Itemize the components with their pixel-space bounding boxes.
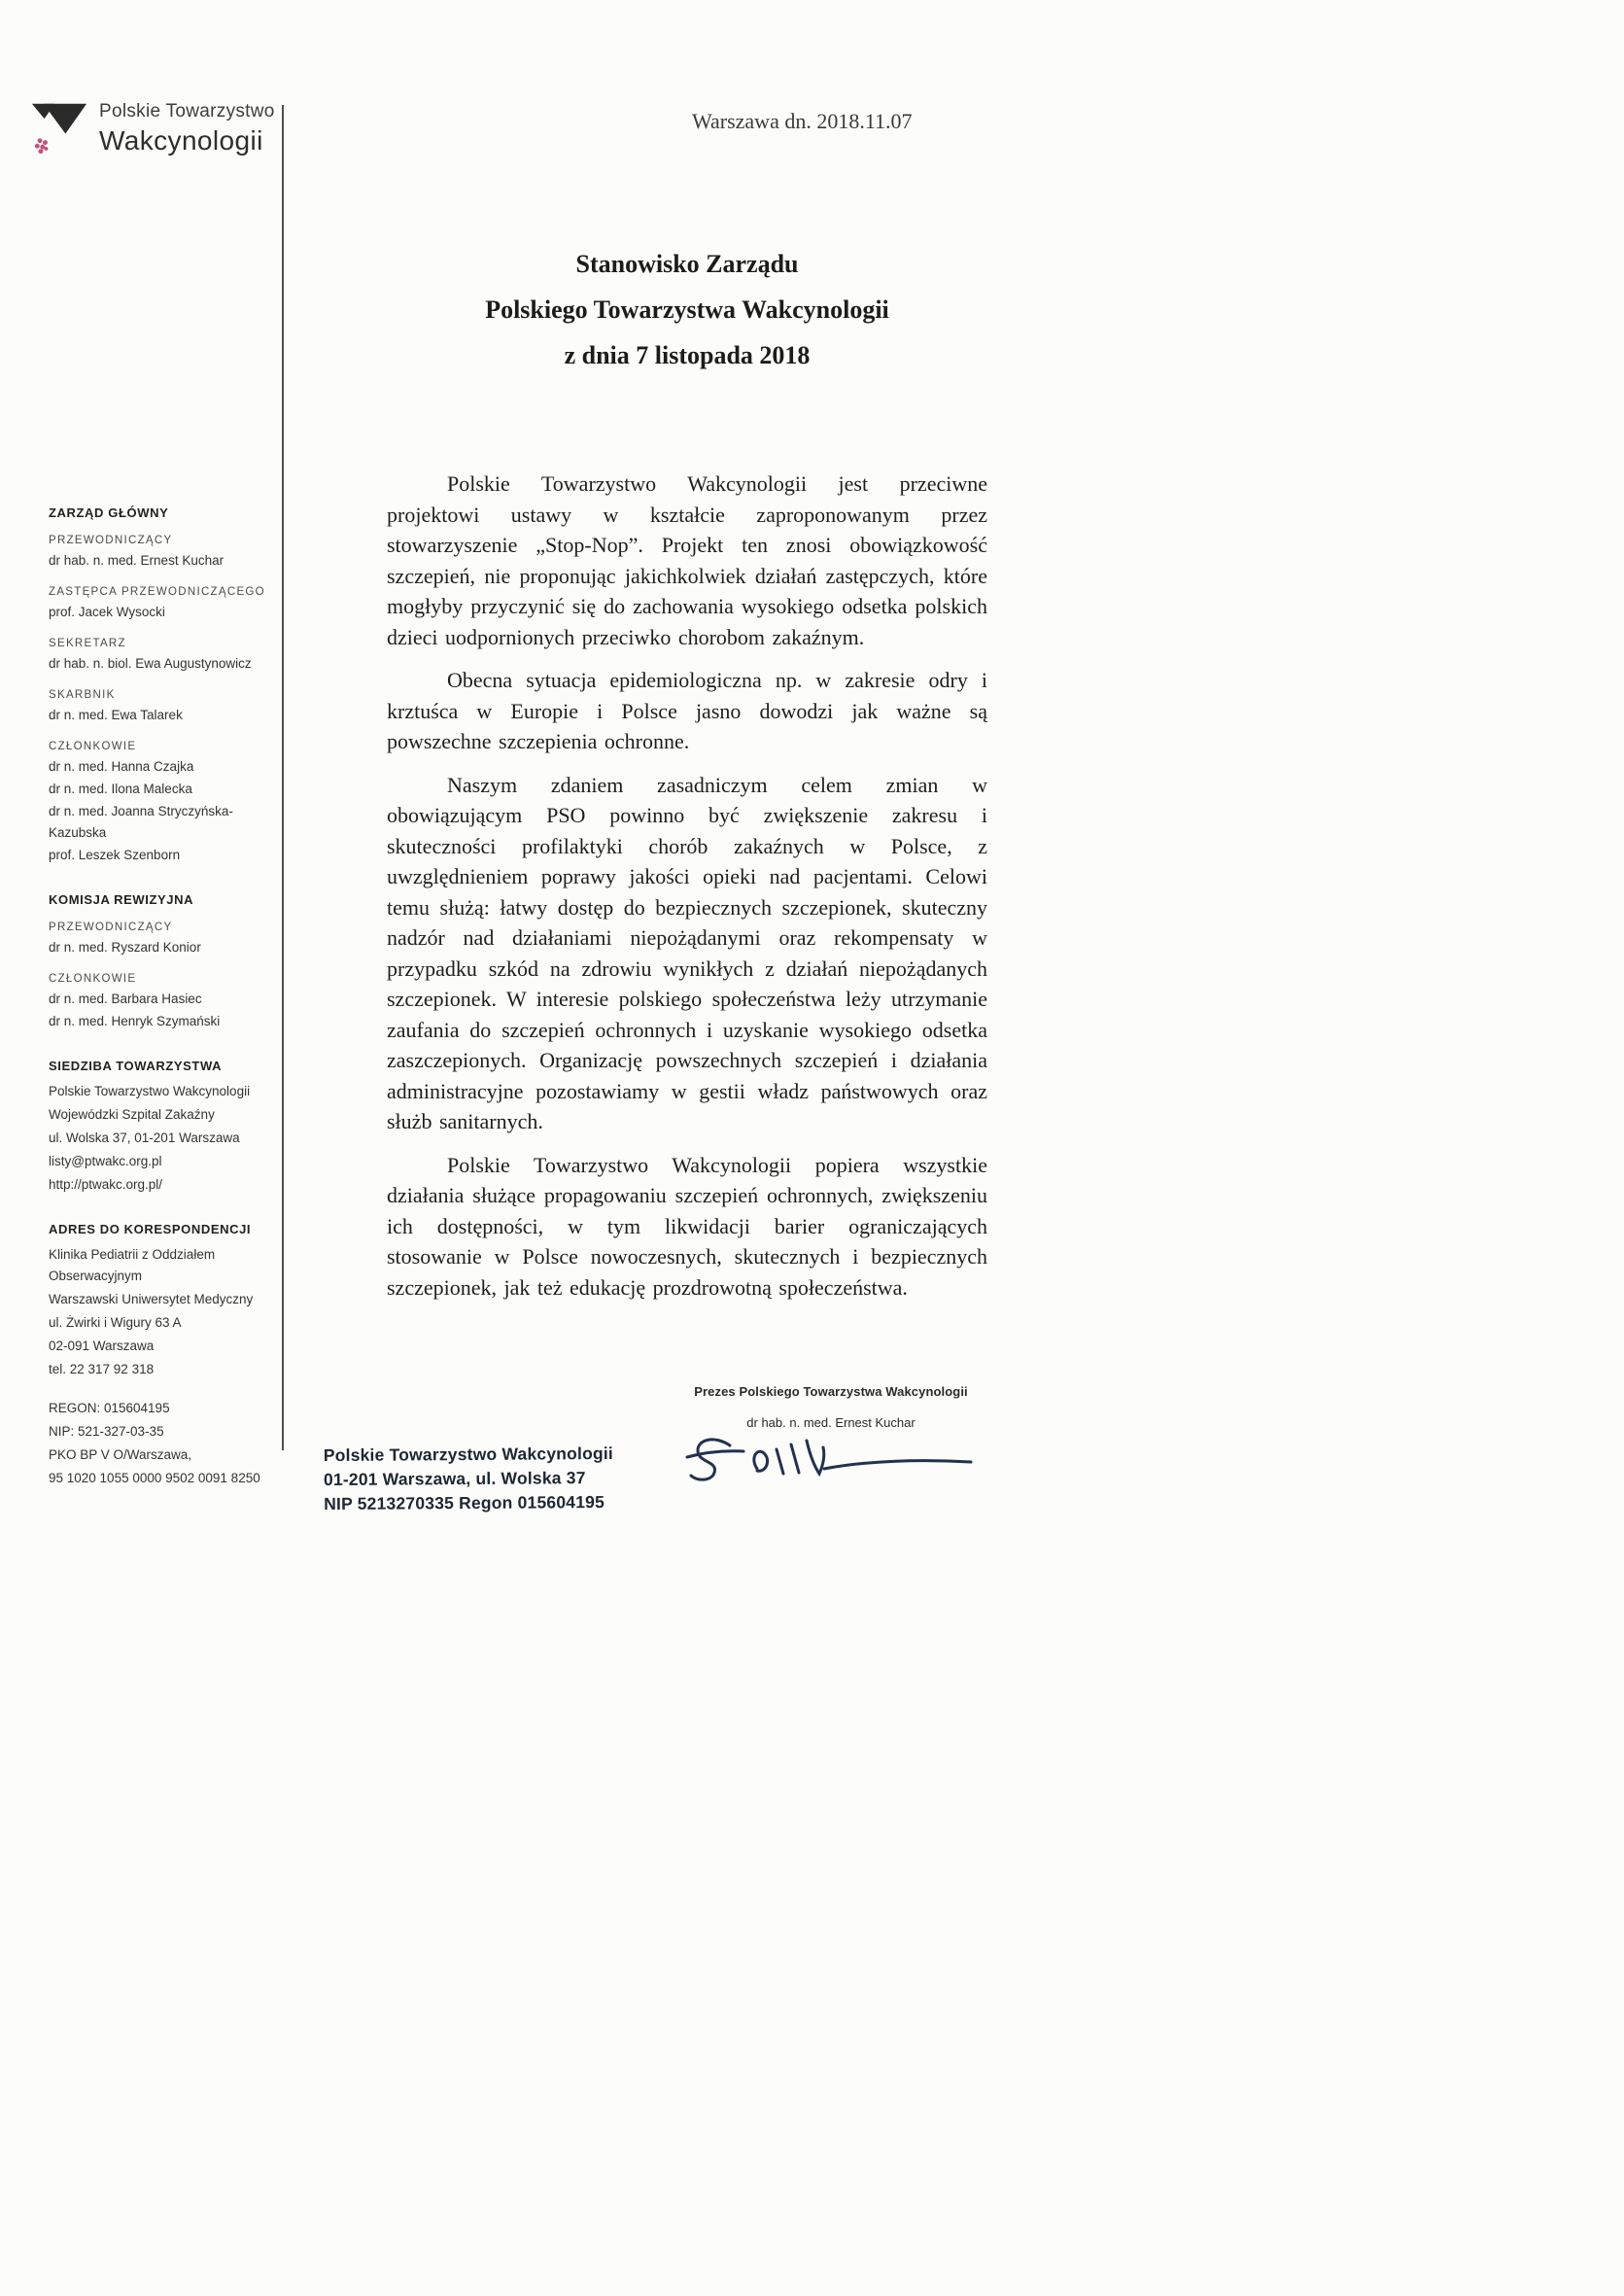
sidebar-address-line: ul. Wolska 37, 01-201 Warszawa: [49, 1131, 240, 1145]
sidebar-person-name: dr n. med. Barbara Hasiec: [49, 991, 202, 1006]
sidebar-role-label: CZŁONKOWIE: [49, 741, 137, 752]
sidebar-person-name: dr n. med. Ryszard Konior: [49, 940, 201, 955]
sidebar-person-name: dr hab. n. biol. Ewa Augustynowicz: [49, 656, 252, 671]
sidebar-role-label: PRZEWODNICZĄCY: [49, 922, 173, 933]
sidebar-heading-board: ZARZĄD GŁÓWNY: [49, 505, 169, 520]
sidebar-address-line: Polskie Towarzystwo Wakcynologii: [49, 1084, 251, 1098]
title-line-1: Stanowisko Zarządu: [575, 250, 799, 278]
sidebar-heading-correspondence: ADRES DO KORESPONDENCJI: [49, 1222, 252, 1236]
stamp-line-1: Polskie Towarzystwo Wakcynologii: [323, 1443, 614, 1466]
letterhead: [31, 97, 275, 161]
signatory-name: dr hab. n. med. Ernest Kuchar: [746, 1415, 916, 1430]
sidebar-regon: REGON: 015604195: [49, 1401, 170, 1415]
sidebar-person-name: dr hab. n. med. Ernest Kuchar: [49, 553, 225, 568]
sidebar-role-label: SKARBNIK: [49, 689, 116, 701]
letter-body: [387, 469, 987, 1315]
letter-title: [387, 241, 987, 378]
letter-date: Warszawa dn. 2018.11.07: [692, 109, 913, 133]
sidebar-nip: NIP: 521-327-03-35: [49, 1424, 164, 1439]
sidebar-address-line: Warszawski Uniwersytet Medyczny: [49, 1292, 254, 1306]
sidebar-address-line: 02-091 Warszawa: [49, 1339, 155, 1353]
body-paragraph-2: Obecna sytuacja epidemiologiczna np. w zakresie odry i krztuśca w Europie i Polsce jasno dowodzi jak ważne są powszechne szczepienia ochronne.: [387, 668, 987, 753]
sidebar-heading-committee: KOMISJA REWIZYJNA: [49, 892, 194, 907]
sidebar-address-line: ul. Żwirki i Wigury 63 A: [49, 1315, 182, 1330]
org-logo-icon: [31, 97, 87, 161]
sidebar-section-committee: [49, 892, 290, 1032]
sidebar-person-name: prof. Leszek Szenborn: [49, 848, 181, 862]
sidebar-person-name: dr n. med. Ilona Malecka: [49, 782, 192, 796]
sidebar-website: http://ptwakc.org.pl/: [49, 1177, 163, 1192]
sidebar-section-seat: [49, 1059, 290, 1196]
sidebar-heading-seat: SIEDZIBA TOWARZYSTWA: [49, 1059, 223, 1073]
org-name-line1: Polskie Towarzystwo: [99, 101, 275, 122]
signature-block: [680, 1384, 982, 1490]
sidebar-section-registry: [49, 1398, 290, 1489]
sidebar-person-name: dr n. med. Hanna Czajka: [49, 759, 194, 774]
sidebar-role-label: ZASTĘPCA PRZEWODNICZĄCEGO: [49, 586, 265, 598]
sidebar-role-label: SEKRETARZ: [49, 638, 126, 649]
sidebar-address-line: Wojewódzki Szpital Zakaźny: [49, 1107, 215, 1122]
sidebar-bank-name: PKO BP V O/Warszawa,: [49, 1447, 192, 1462]
sidebar-address-line: Klinika Pediatrii z Oddziałem Obserwacyjnym: [49, 1247, 216, 1283]
sidebar-person-name: prof. Jacek Wysocki: [49, 605, 165, 619]
org-name: [99, 97, 275, 157]
stamp-line-3: NIP 5213270335 Regon 015604195: [324, 1492, 605, 1514]
sidebar-email: listy@ptwakc.org.pl: [49, 1154, 162, 1168]
body-paragraph-1: Polskie Towarzystwo Wakcynologii jest przeciwne projektowi ustawy w kształcie zaproponowanym przez stowarzyszenie „Stop-Nop”. Projekt ten znosi obowiązkowość szczepień, nie proponując jakichkolwiek działań zastępczych, które mogłyby przyczynić się do zachowania wysokiego odsetka polskich dzieci uodpornionych przeciwko chorobom zakaźnym.: [387, 471, 987, 649]
sidebar-person-name: dr n. med. Ewa Talarek: [49, 708, 183, 722]
sidebar-role-label: PRZEWODNICZĄCY: [49, 535, 173, 546]
sidebar-bank-account: 95 1020 1055 0000 9502 0091 8250: [49, 1471, 260, 1485]
org-stamp: [324, 1442, 614, 1516]
stamp-line-2: 01-201 Warszawa, ul. Wolska 37: [323, 1468, 586, 1490]
body-paragraph-4: Polskie Towarzystwo Wakcynologii popiera wszystkie działania służące propagowaniu szczepień ochronnych, zwiększeniu ich dostępności, w tym likwidacji barier ograniczających stosowanie w Polsce nowoczesnych, skutecznych i bezpiecznych szczepionek, jak też edukację prozdrowotną społeczeństwa.: [387, 1152, 987, 1300]
sidebar: [49, 505, 290, 1489]
title-line-2: Polskiego Towarzystwa Wakcynologii: [485, 296, 889, 324]
sidebar-section-correspondence: [49, 1222, 290, 1380]
org-name-line2: Wakcynologii: [99, 125, 263, 156]
sidebar-role-label: CZŁONKOWIE: [49, 973, 137, 985]
sidebar-person-name: dr n. med. Henryk Szymański: [49, 1014, 221, 1028]
sidebar-person-name: dr n. med. Joanna Stryczyńska-Kazubska: [49, 804, 233, 840]
sidebar-phone: tel. 22 317 92 318: [49, 1362, 155, 1376]
signatory-title: Prezes Polskiego Towarzystwa Wakcynologii: [694, 1384, 968, 1399]
sidebar-section-board: [49, 505, 290, 866]
body-paragraph-3: Naszym zdaniem zasadniczym celem zmian w obowiązującym PSO powinno być zwiększenie zakresu i skuteczności profilaktyki chorób zakaźnych w Polsce, z uwzględnieniem poprawy jakości opieki nad pacjentami. Celowi temu służą: łatwy dostęp do bezpiecznych szczepionek, skuteczny nadzór nad działaniami niepożądanymi oraz rekompensaty w przypadku szkód na zdrowiu wynikłych z działań niepożądanych szczepionek. W interesie polskiego społeczeństwa leży utrzymanie zaufania do szczepień ochronnych i uzyskanie wysokiego odsetka zaszczepionych. Organizację powszechnych szczepień i działania administracyjne pozostawiamy w gestii władz państwowych oraz służb sanitarnych.: [387, 772, 987, 1133]
title-line-3: z dnia 7 listopada 2018: [564, 341, 811, 369]
handwritten-signature-icon: [685, 1430, 977, 1490]
